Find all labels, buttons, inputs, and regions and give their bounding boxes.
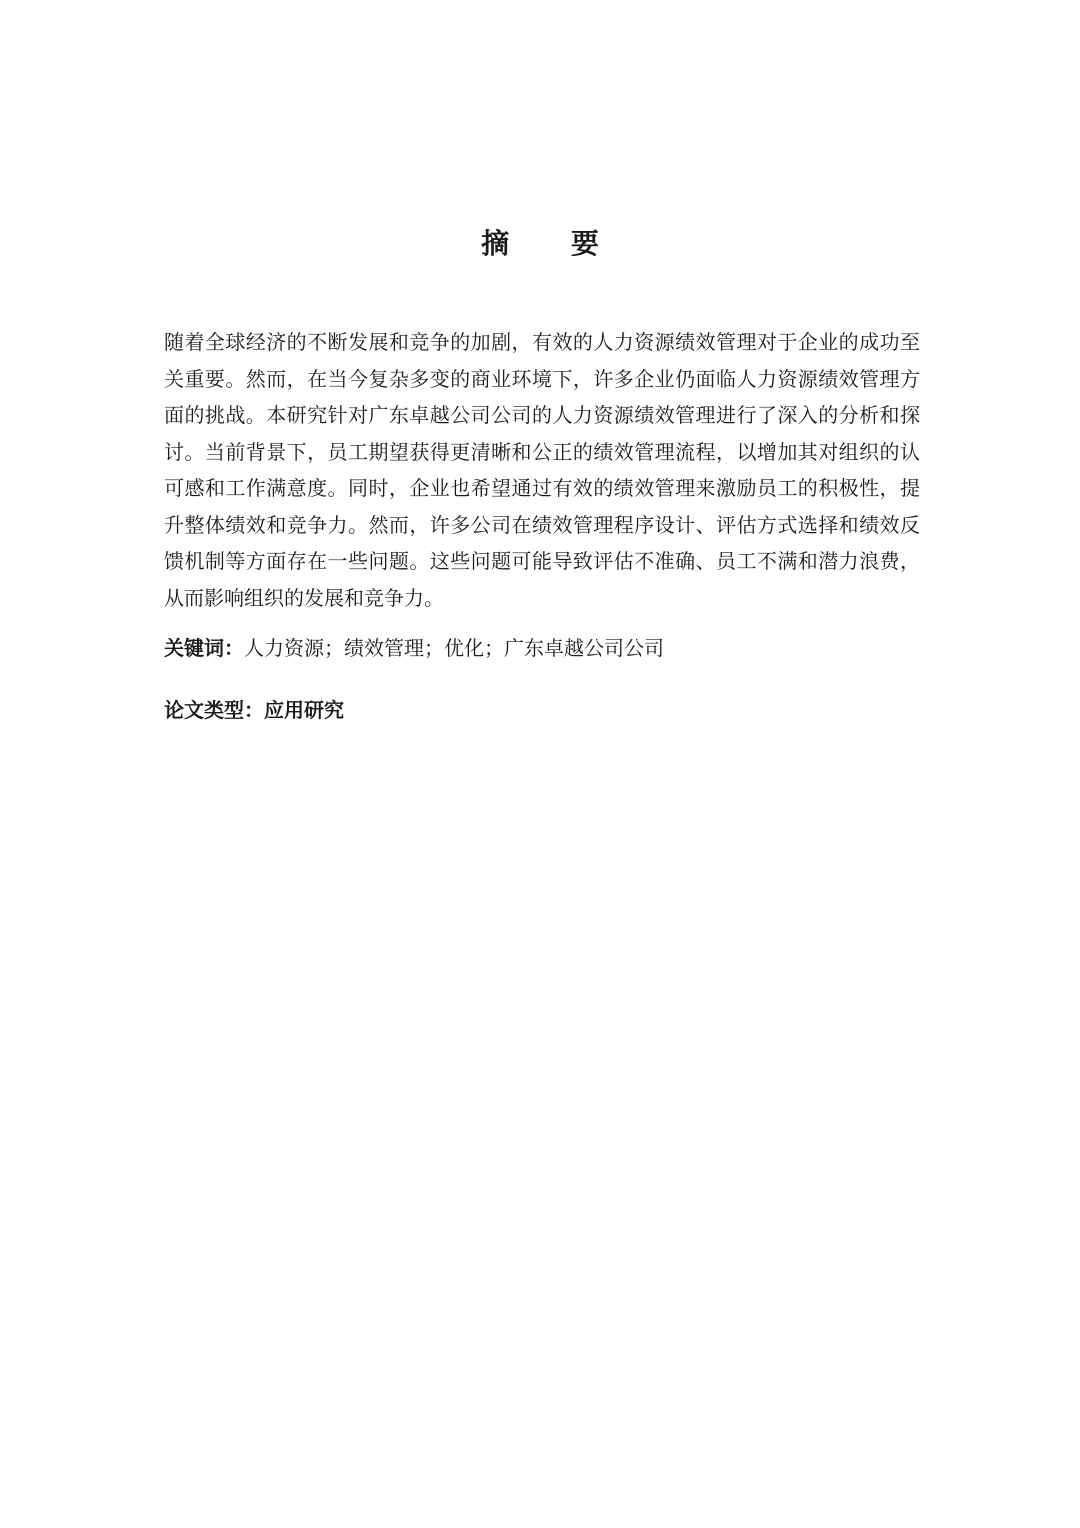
- abstract-title: 摘 要: [481, 227, 625, 260]
- paper-type-line: [164, 692, 920, 728]
- keywords-value: 人力资源；绩效管理；优化；广东卓越公司公司: [244, 636, 664, 660]
- keywords-line: [164, 630, 920, 666]
- paper-type-label: 论文类型：: [164, 698, 264, 722]
- paper-type-value: 应用研究: [264, 698, 344, 722]
- keywords-label: 关键词：: [164, 636, 244, 660]
- abstract-body: 随着全球经济的不断发展和竞争的加剧，有效的人力资源绩效管理对于企业的成功至关重要。然而，在当今复杂多变的商业环境下，许多企业仍面临人力资源绩效管理方面的挑战。本研究针对广东卓越公司公司的人力资源绩效管理进行了深入的分析和探讨。当前背景下，员工期望获得更清晰和公正的绩效管理流程，以增加其对组织的认可感和工作满意度。同时，企业也希望通过有效的绩效管理来激励员工的积极性，提升整体绩效和竞争力。然而，许多公司在绩效管理程序设计、评估方式选择和绩效反馈机制等方面存在一些问题。这些问题可能导致评估不准确、员工不满和潜力浪费，从而影响组织的发展和竞争力。: [164, 330, 920, 610]
